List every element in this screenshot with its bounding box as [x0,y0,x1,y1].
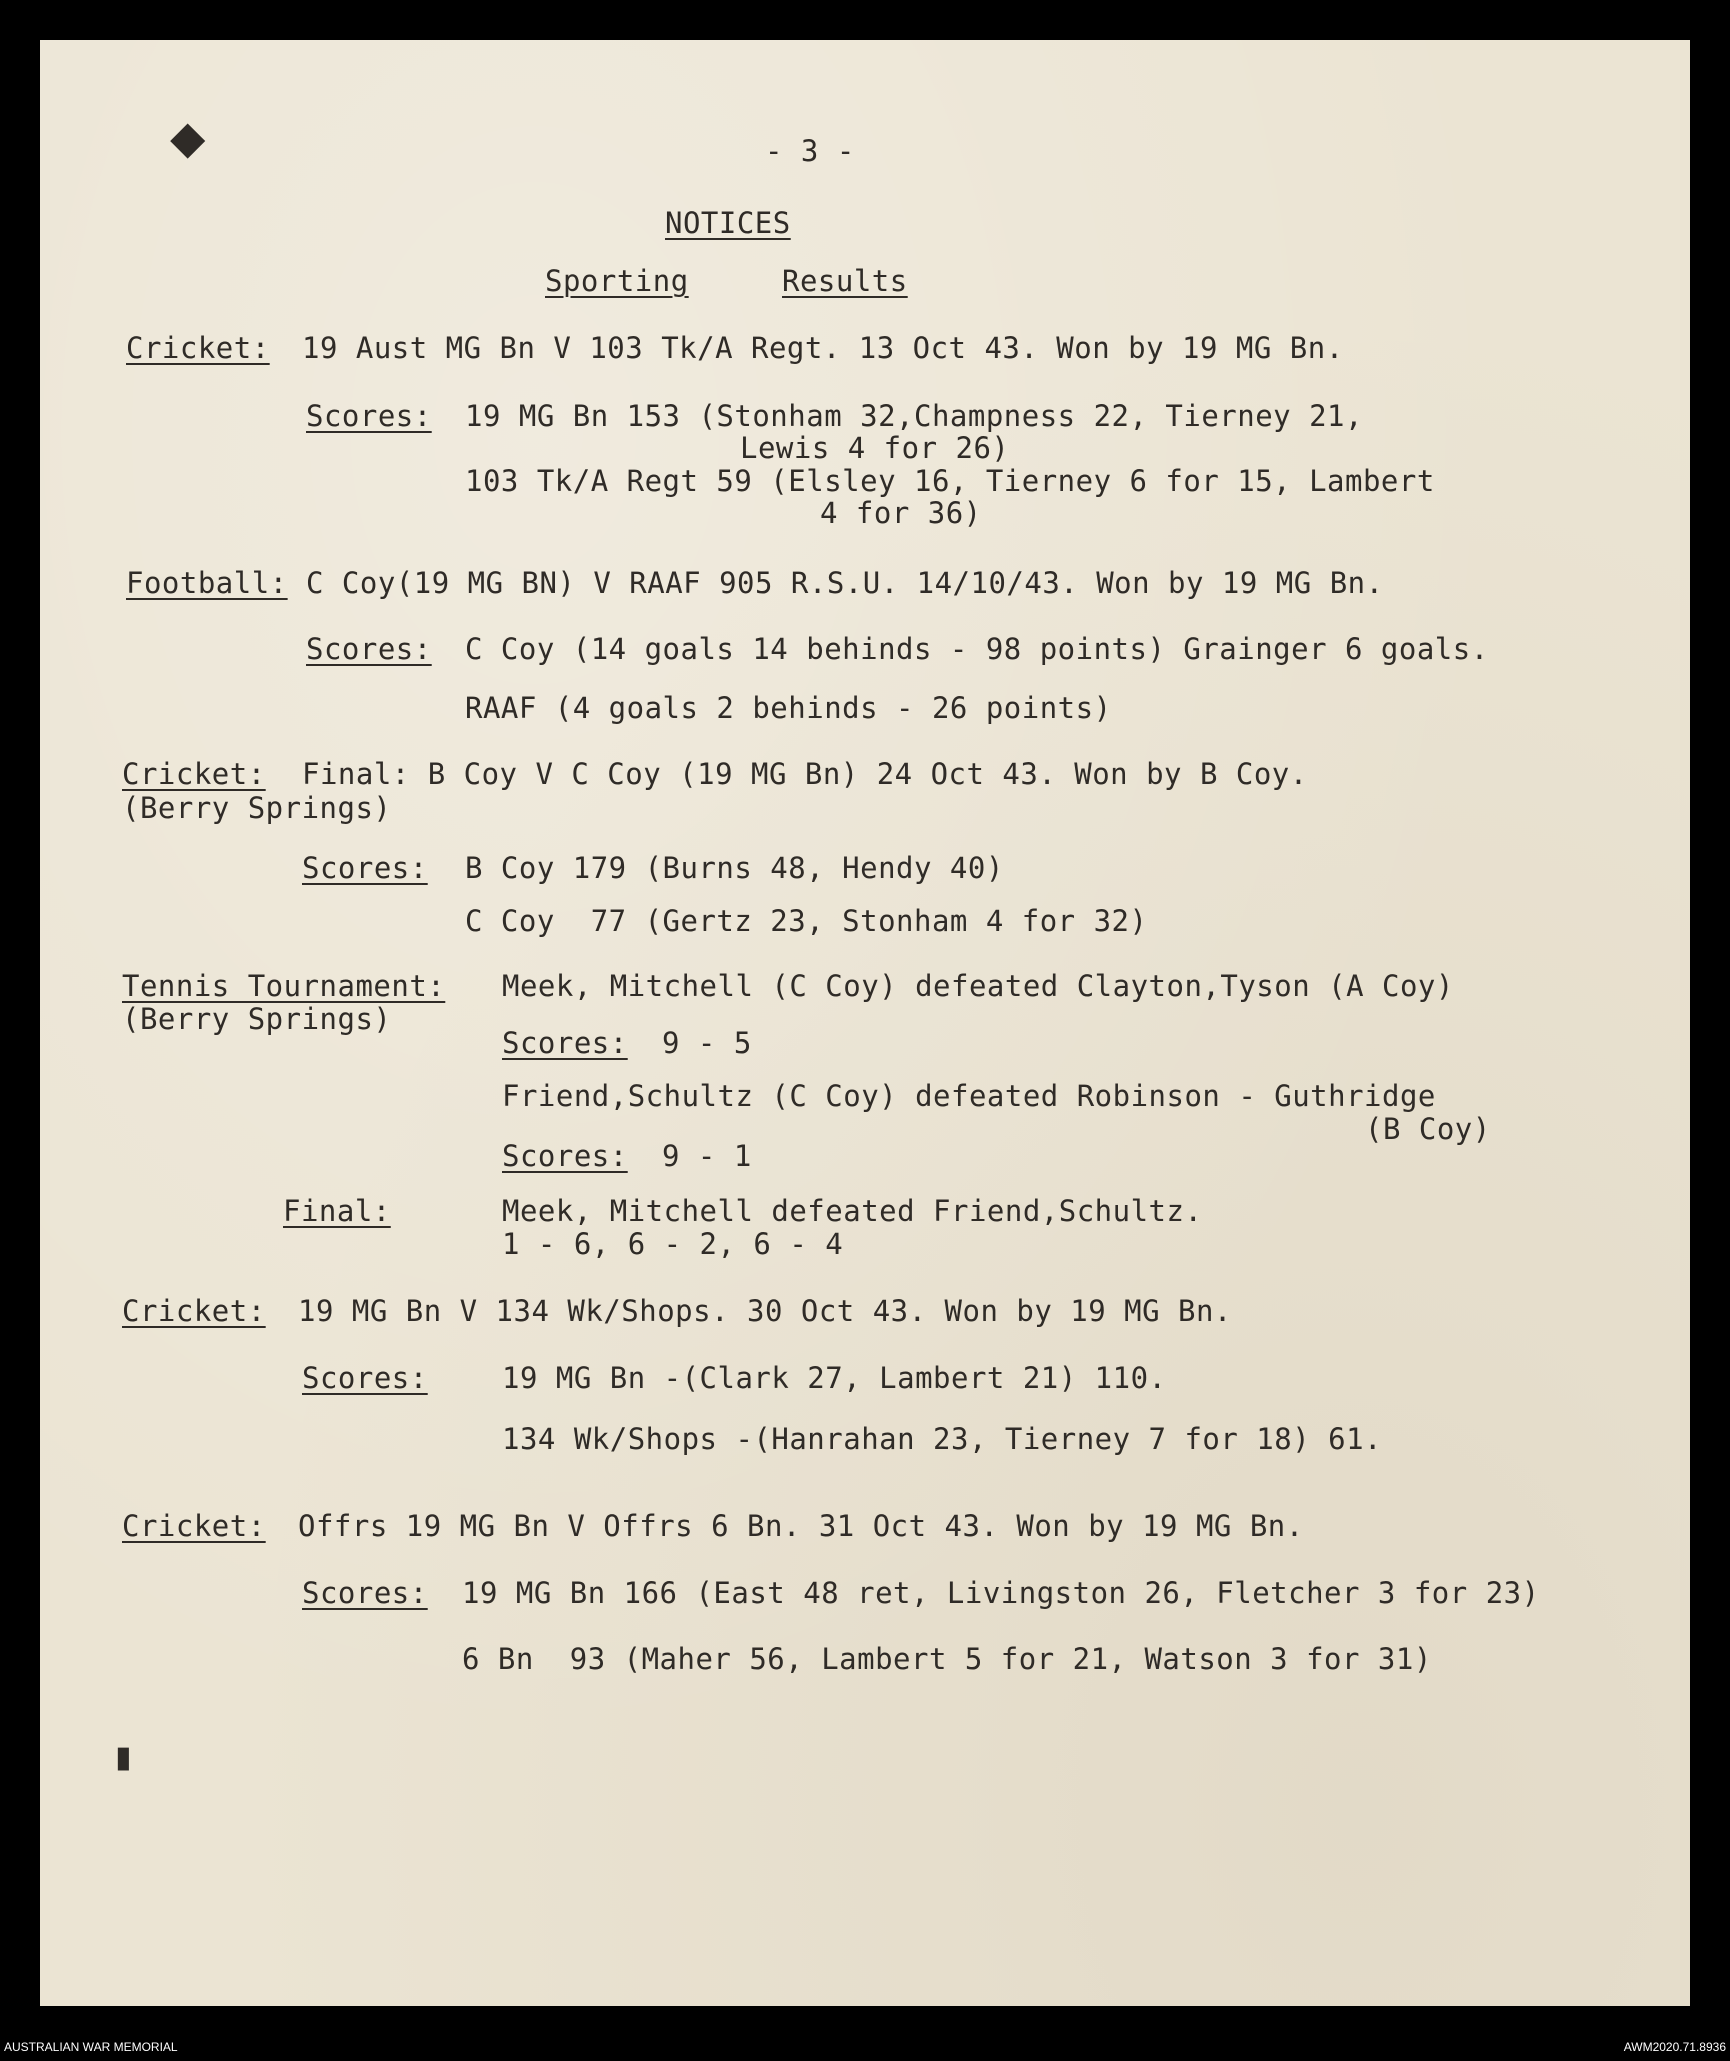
section-label-cricket-2: Cricket: [122,757,266,791]
tennis-match-1: Meek, Mitchell (C Coy) defeated Clayton,Tyson (A Coy) [502,969,1454,1003]
tennis-score-1: 9 - 5 [662,1026,752,1060]
scores-label-3: Scores: [302,851,428,885]
section-label-cricket-1: Cricket: [126,331,270,365]
section-label-tennis: Tennis Tournament: [122,969,446,1003]
margin-mark: ▮ [115,1740,132,1775]
tennis-scores-label-1: Scores: [502,1026,628,1060]
tennis-match-2: Friend,Schultz (C Coy) defeated Robinson - Guthridge [502,1079,1436,1113]
archive-reference: AWM2020.71.8936 [1623,2040,1726,2054]
tear-mark: ◆ [170,110,206,164]
score-line-5a: 19 MG Bn -(Clark 27, Lambert 21) 110. [502,1361,1167,1395]
scores-label-5: Scores: [302,1361,428,1395]
section-label-cricket-3: Cricket: [122,1294,266,1328]
score-line-6a: 19 MG Bn 166 (East 48 ret, Livingston 26, Fletcher 3 for 23) [462,1576,1540,1610]
page-number: - 3 - [765,134,855,168]
match-line-5: 19 MG Bn V 134 Wk/Shops. 30 Oct 43. Won by 19 MG Bn. [298,1294,1232,1328]
score-line-1d: 4 for 36) [820,496,982,530]
tennis-scores-label-2: Scores: [502,1139,628,1173]
tennis-location: (Berry Springs) [122,1002,392,1036]
tennis-final-line: Meek, Mitchell defeated Friend,Schultz. [502,1194,1203,1228]
document-page [40,40,1690,2006]
score-line-2b: RAAF (4 goals 2 behinds - 26 points) [465,691,1112,725]
score-line-2a: C Coy (14 goals 14 behinds - 98 points) Grainger 6 goals. [465,632,1489,666]
section-label-cricket-4: Cricket: [122,1509,266,1543]
subtitle-sporting: Sporting [545,264,689,298]
page-title: NOTICES [665,206,791,240]
match-line-2: C Coy(19 MG BN) V RAAF 905 R.S.U. 14/10/43. Won by 19 MG Bn. [306,566,1384,600]
score-line-1c: 103 Tk/A Regt 59 (Elsley 16, Tierney 6 for 15, Lambert [465,464,1435,498]
subtitle-results: Results [782,264,908,298]
section-label-football: Football: [126,566,288,600]
score-line-3a: B Coy 179 (Burns 48, Hendy 40) [465,851,1004,885]
score-line-1a: 19 MG Bn 153 (Stonham 32,Champness 22, Tierney 21, [465,399,1363,433]
scores-label-2: Scores: [306,632,432,666]
match-line-3: Final: B Coy V C Coy (19 MG Bn) 24 Oct 43. Won by B Coy. [302,757,1308,791]
scores-label-6: Scores: [302,1576,428,1610]
score-line-3b: C Coy 77 (Gertz 23, Stonham 4 for 32) [465,904,1148,938]
archive-credit: AUSTRALIAN WAR MEMORIAL [4,2040,178,2054]
tennis-match-2-cont: (B Coy) [1365,1112,1491,1146]
tennis-score-2: 9 - 1 [662,1139,752,1173]
score-line-5b: 134 Wk/Shops -(Hanrahan 23, Tierney 7 for 18) 61. [502,1422,1383,1456]
score-line-1b: Lewis 4 for 26) [740,431,1010,465]
tennis-final-score: 1 - 6, 6 - 2, 6 - 4 [502,1227,844,1261]
location-line-3: (Berry Springs) [122,791,392,825]
scores-label-1: Scores: [306,399,432,433]
match-line-6: Offrs 19 MG Bn V Offrs 6 Bn. 31 Oct 43. Won by 19 MG Bn. [298,1509,1304,1543]
match-line-1: 19 Aust MG Bn V 103 Tk/A Regt. 13 Oct 43. Won by 19 MG Bn. [302,331,1344,365]
score-line-6b: 6 Bn 93 (Maher 56, Lambert 5 for 21, Watson 3 for 31) [462,1642,1432,1676]
tennis-final-label: Final: [283,1194,391,1228]
